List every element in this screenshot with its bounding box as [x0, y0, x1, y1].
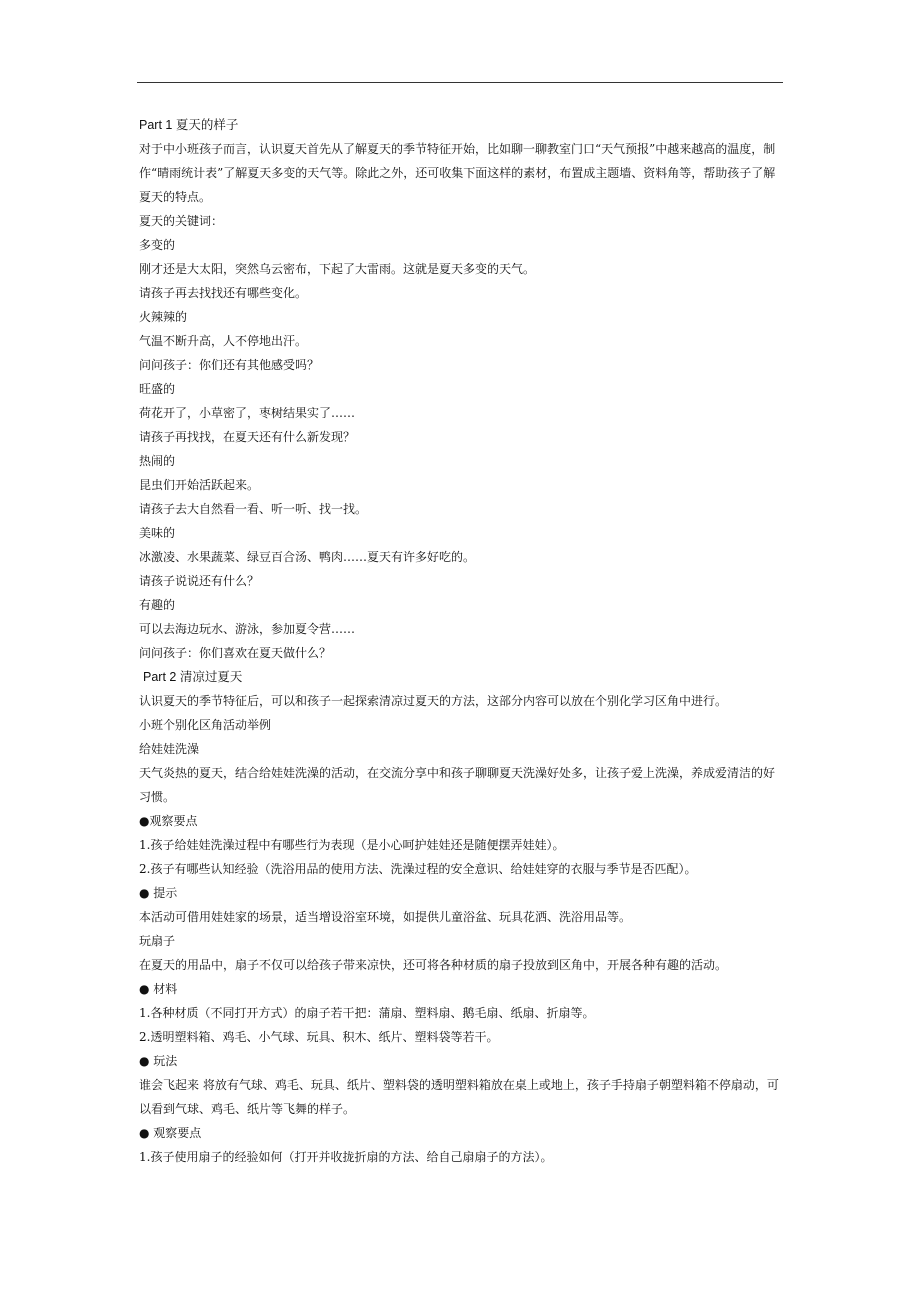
paragraph-intro: 对于中小班孩子而言，认识夏天首先从了解夏天的季节特征开始，比如聊一聊教室门口“天气预报”中越来越高的温度，制作“晴雨统计表”了解夏天多变的天气等。除此之外，还可收集下面这样的素材，布置成主题墙、资料角等，帮助孩子了解夏天的特点。	[139, 142, 776, 204]
paragraph-text: 请孩子去大自然看一看、听一听、找一找。	[139, 502, 368, 516]
document-body	[139, 113, 784, 1169]
bullet-heading: ● 材料	[139, 982, 178, 996]
paragraph-text: 可以去海边玩水、游泳，参加夏令营……	[139, 622, 356, 636]
numbered-item: 1.孩子使用扇子的经验如何（打开并收拢折扇的方法、给自己扇扇子的方法）。	[139, 1150, 553, 1164]
keyword-changeable: 多变的	[139, 238, 176, 252]
paragraph-text: 认识夏天的季节特征后，可以和孩子一起探索清凉过夏天的方法，这部分内容可以放在个别化学习区角中进行。	[139, 694, 728, 708]
paragraph-text: 请孩子再去找找还有哪些变化。	[139, 286, 308, 300]
numbered-item: 2.孩子有哪些认知经验（洗浴用品的使用方法、洗澡过程的安全意识、给娃娃穿的衣服与季节是否匹配）。	[139, 862, 697, 876]
numbered-item: 1.各种材质（不同打开方式）的扇子若干把：蒲扇、塑料扇、鹅毛扇、纸扇、折扇等。	[139, 1006, 595, 1020]
paragraph-text: 在夏天的用品中，扇子不仅可以给孩子带来凉快，还可将各种材质的扇子投放到区角中，开展各种有趣的活动。	[139, 958, 728, 972]
paragraph-text: 问问孩子：你们还有其他感受吗？	[139, 358, 320, 372]
keywords-heading: 夏天的关键词：	[139, 214, 224, 228]
paragraph-text: 荷花开了，小草密了，枣树结果实了……	[139, 406, 356, 420]
section-heading-part1: Part 1 夏天的样子	[139, 118, 239, 132]
keyword-vigorous: 旺盛的	[139, 382, 176, 396]
activity-title-bath: 给娃娃洗澡	[139, 742, 200, 756]
paragraph-text: 昆虫们开始活跃起来。	[139, 478, 260, 492]
bullet-heading: ● 提示	[139, 886, 178, 900]
keyword-fun: 有趣的	[139, 598, 176, 612]
numbered-item: 1.孩子给娃娃洗澡过程中有哪些行为表现（是小心呵护娃娃还是随便摆弄娃娃）。	[139, 838, 565, 852]
paragraph-text: 气温不断升高，人不停地出汗。	[139, 334, 308, 348]
numbered-item: 2.透明塑料箱、鸡毛、小气球、玩具、积木、纸片、塑料袋等若干。	[139, 1030, 499, 1044]
paragraph-text: 天气炎热的夏天，结合给娃娃洗澡的活动，在交流分享中和孩子聊聊夏天洗澡好处多，让孩子爱上洗澡，养成爱清洁的好习惯。	[139, 766, 776, 804]
keyword-delicious: 美味的	[139, 526, 176, 540]
paragraph-text: 问问孩子：你们喜欢在夏天做什么？	[139, 646, 332, 660]
keyword-hot: 火辣辣的	[139, 310, 188, 324]
header-rule	[137, 82, 783, 83]
paragraph-text: 请孩子再找找，在夏天还有什么新发现？	[139, 430, 356, 444]
bullet-heading: ● 玩法	[139, 1054, 178, 1068]
paragraph-text: 本活动可借用娃娃家的场景，适当增设浴室环境，如提供儿童浴盆、玩具花洒、洗浴用品等。	[139, 910, 632, 924]
subheading-examples: 小班个别化区角活动举例	[139, 718, 272, 732]
paragraph-text: 冰激凌、水果蔬菜、绿豆百合汤、鸭肉……夏天有许多好吃的。	[139, 550, 476, 564]
paragraph-text: 谁会飞起来 将放有气球、鸡毛、玩具、纸片、塑料袋的透明塑料箱放在桌上或地上，孩子手持扇子朝塑料箱不停扇动，可以看到气球、鸡毛、纸片等飞舞的样子。	[139, 1078, 779, 1116]
bullet-heading: ●观察要点	[139, 814, 198, 828]
keyword-lively: 热闹的	[139, 454, 176, 468]
paragraph-text: 请孩子说说还有什么？	[139, 574, 260, 588]
section-heading-part2: Part 2 清凉过夏天	[143, 670, 243, 684]
bullet-heading: ● 观察要点	[139, 1126, 202, 1140]
activity-title-fan: 玩扇子	[139, 934, 176, 948]
paragraph-text: 刚才还是大太阳，突然乌云密布，下起了大雷雨。这就是夏天多变的天气。	[139, 262, 536, 276]
